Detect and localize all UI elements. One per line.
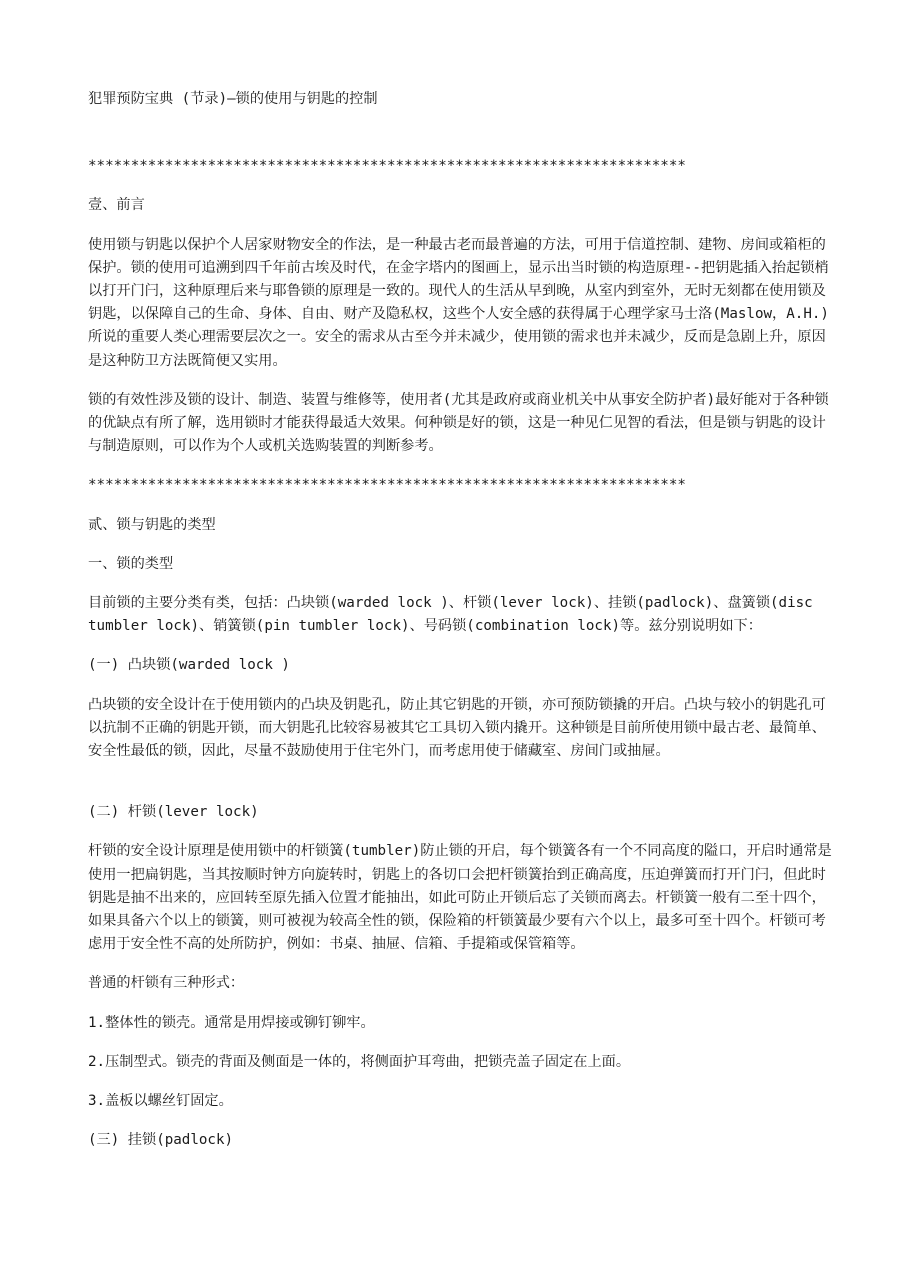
preface-paragraph-1: 使用锁与钥匙以保护个人居家财物安全的作法，是一种最古老而最普遍的方法，可用于信道控制、建物、房间或箱柜的保护。锁的使用可追溯到四千年前古埃及时代，在金字塔内的图画上，显示出当时锁的构造原理--把钥匙插入抬起锁梢以打开门闩，这种原理后来与耶鲁锁的原理是一致的。现代人的生活从早到晚，从室内到室外，无时无刻都在使用锁及钥匙，以保障自己的生命、身体、自由、财产及隐私权，这些个人安全感的获得属于心理学家马士洛(Maslow，A.H.)所说的重要人类心理需要层次之一。安全的需求从古至今并未减少，使用锁的需求也并未减少，反而是急剧上升，原因是这种防卫方法既简便又实用。 [88,236,829,369]
document-page [88,88,833,1169]
preface-paragraph-2: 锁的有效性涉及锁的设计、制造、装置与维修等，使用者(尤其是政府或商业机关中从事安全防护者)最好能对于各种锁的优缺点有所了解，选用锁时才能获得最适大效果。何种锁是好的锁，这是一种见仁见智的看法，但是锁与钥匙的设计与制造原则，可以作为个人或机关选购装置的判断参考。 [88,391,829,455]
warded-lock-text: 凸块锁的安全设计在于使用锁内的凸块及钥匙孔，防止其它钥匙的开锁，亦可预防锁撬的开启。凸块与较小的钥匙孔可以抗制不正确的钥匙开锁，而大钥匙孔比较容易被其它工具切入锁内撬开。这种锁是目前所使用锁中最古老、最简单、安全性最低的锁，因此，尽量不鼓励使用于住宅外门，而考虑用使于储藏室、房间门或抽屉。 [88,696,826,760]
lever-lock-heading: (二) 杆锁(lever lock) [88,804,259,821]
lever-form-1: 1.整体性的锁壳。通常是用焊接或铆钉铆牢。 [88,1014,375,1031]
separator-line: ********************************************************************** [88,158,686,175]
padlock-heading: (三) 挂锁(padlock) [88,1132,234,1149]
document-title: 犯罪预防宝典 (节录)—锁的使用与钥匙的控制 [88,91,378,107]
lever-lock-text: 杆锁的安全设计原理是使用锁中的杆锁簧(tumbler)防止锁的开启，每个锁簧各有一个不同高度的隘口，开启时通常是使用一把扁钥匙，当其按顺时钟方向旋转时，钥匙上的各切口会把杆锁簧抬到正确高度，压迫弹簧而打开门闩，但此时钥匙是抽不出来的，应回转至原先插入位置才能抽出，如此可防止开锁后忘了关锁而离去。杆锁簧一般有二至十四个，如果具备六个以上的锁簧，则可被视为较高全性的锁，保险箱的杆锁簧最少要有六个以上，最多可至十四个。杆锁可考虑用于安全性不高的处所防护，例如：书桌、抽屉、信箱、手提箱或保管箱等。 [88,843,832,953]
lever-form-3: 3.盖板以螺丝钉固定。 [88,1093,233,1110]
lock-types-intro: 目前锁的主要分类有类，包括：凸块锁(warded lock )、杆锁(lever lock)、挂锁(padlock)、盘簧锁(disc tumbler lock)、销簧锁(pin tumbler lock)、号码锁(combination lock)等。兹分别说明如下： [88,595,813,635]
separator-line: ********************************************************************** [88,477,686,494]
section-heading-lock-types: 贰、锁与钥匙的类型 [88,516,216,533]
lever-form-2: 2.压制型式。锁壳的背面及侧面是一体的，将侧面护耳弯曲，把锁壳盖子固定在上面。 [88,1053,631,1070]
lever-forms-intro: 普通的杆锁有三种形式： [88,975,245,992]
warded-lock-heading: (一) 凸块锁(warded lock ) [88,657,290,674]
section-heading-preface: 壹、前言 [88,197,145,214]
subsection-heading-lock-types: 一、锁的类型 [88,555,174,572]
